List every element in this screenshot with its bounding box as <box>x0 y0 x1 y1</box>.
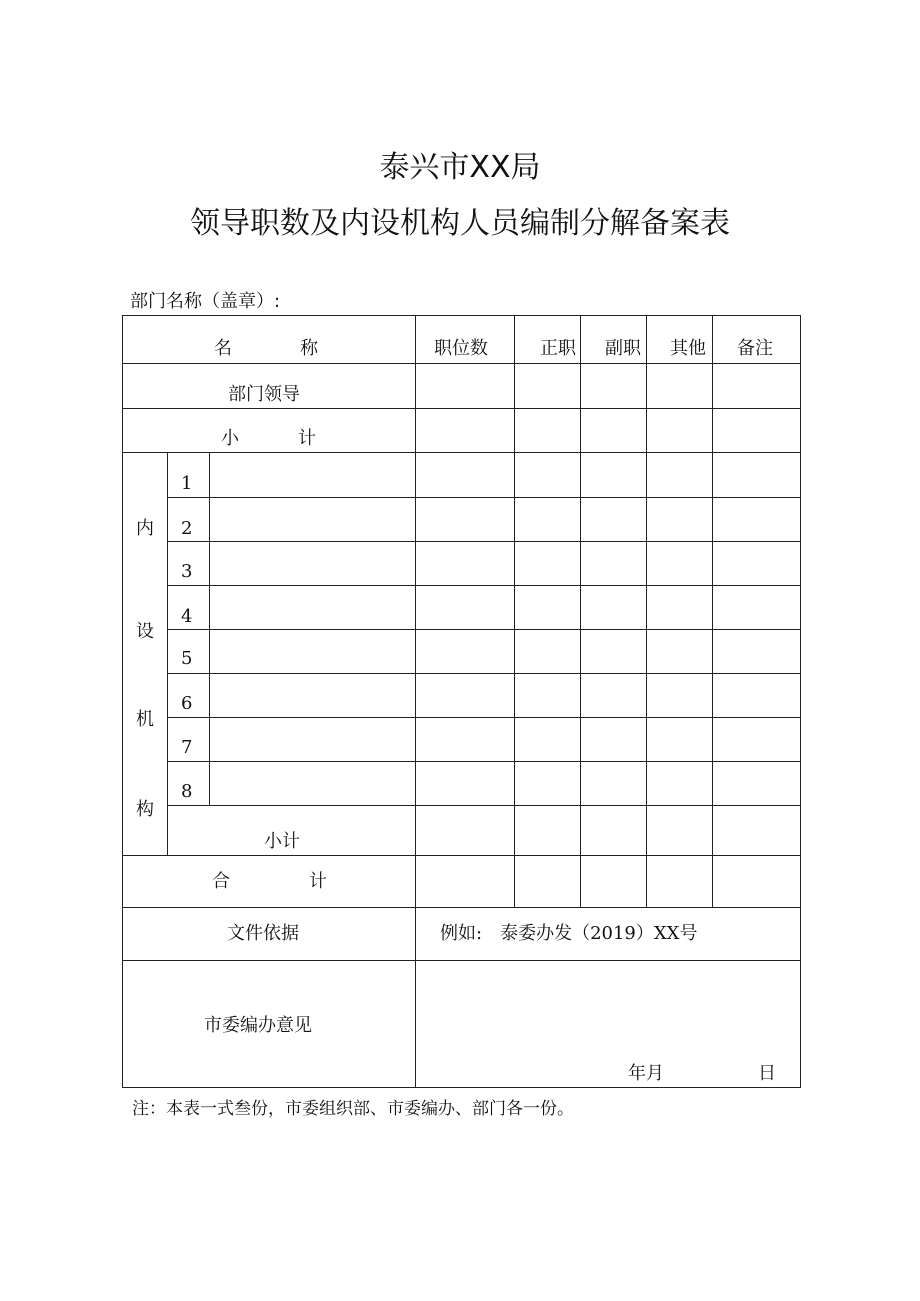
row-department-leaders: 部门领导 <box>228 384 300 405</box>
date-day: 日 <box>758 1063 776 1084</box>
department-name-label: 部门名称（盖章）: <box>130 291 281 312</box>
date-year-month: 年月 <box>628 1063 664 1084</box>
title-line-1: 泰兴市XX局 <box>379 150 541 185</box>
inner-row-number: 6 <box>181 693 193 714</box>
header-chief: 正职 <box>540 338 576 359</box>
header-name-char-1: 名 <box>214 338 232 359</box>
inner-row-number: 2 <box>181 518 193 539</box>
subtotal-char-2: 计 <box>298 428 316 449</box>
inner-row-number: 3 <box>181 561 193 582</box>
opinion-label: 市委编办意见 <box>204 1015 312 1036</box>
document-basis-value: 例如: 泰委办发（2019）XX号 <box>440 923 698 944</box>
footer-note: 注：本表一式叁份，市委组织部、市委编办、部门各一份。 <box>132 1099 574 1119</box>
inner-row-number: 4 <box>181 606 193 627</box>
inner-label-char-1: 内 <box>136 518 154 539</box>
total-char-2: 计 <box>309 871 327 892</box>
header-name-char-2: 称 <box>300 338 318 359</box>
title-line-2: 领导职数及内设机构人员编制分解备案表 <box>190 206 730 241</box>
header-remark: 备注 <box>737 338 773 359</box>
inner-subtotal: 小计 <box>264 831 300 852</box>
inner-row-number: 7 <box>181 737 193 758</box>
total-char-1: 合 <box>212 871 230 892</box>
subtotal-char-1: 小 <box>221 428 239 449</box>
inner-row-number: 1 <box>181 473 193 494</box>
header-deputy: 副职 <box>605 338 641 359</box>
inner-label-char-4: 构 <box>136 799 154 820</box>
inner-row-number: 5 <box>181 648 193 669</box>
header-positions: 职位数 <box>434 338 488 359</box>
header-other: 其他 <box>670 338 706 359</box>
inner-label-char-3: 机 <box>136 709 154 730</box>
document-basis-label: 文件依据 <box>227 923 299 944</box>
inner-label-char-2: 设 <box>136 621 154 642</box>
inner-row-number: 8 <box>181 781 193 802</box>
